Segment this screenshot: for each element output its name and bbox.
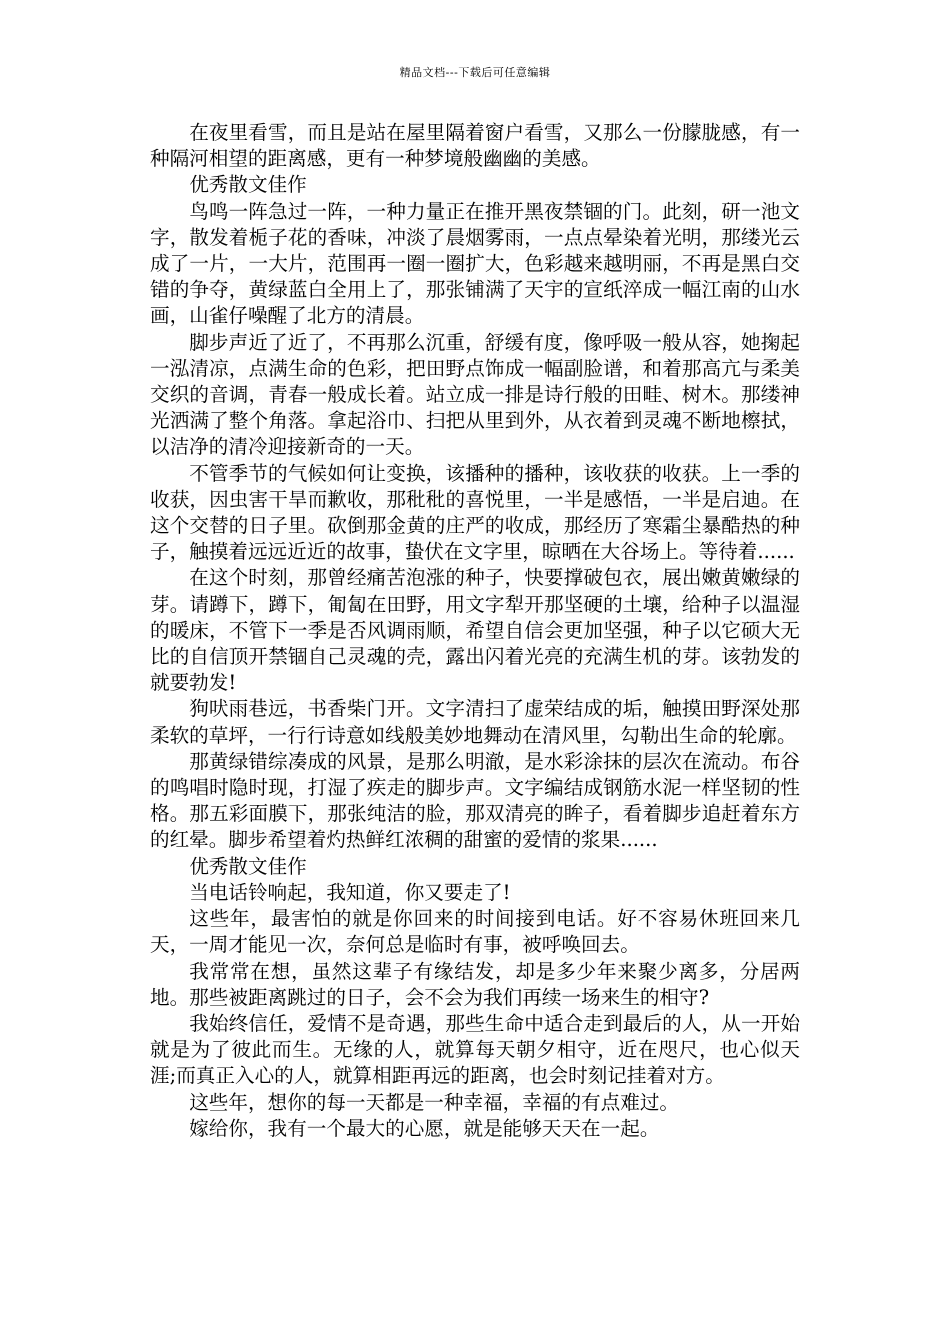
paragraph-alley: 狗吠雨巷远，书香柴门开。文字清扫了虚荣结成的垢，触摸田野深处那柔软的草坪，一行行诗意如线般美妙地舞动在清风里，勾勒出生命的轮廓。	[150, 697, 800, 747]
paragraph-wish: 嫁给你，我有一个最大的心愿，就是能够天天在一起。	[189, 1116, 660, 1140]
paragraph-footsteps: 脚步声近了近了，不再那么沉重，舒缓有度，像呼吸一般从容，她掬起一泓清凉，点满生命的色彩，把田野点饰成一幅副脸谱，和着那高亢与柔美交织的音调，青春一般成长着。站立成一排是诗行般的田畦、树木。那缕神光洒满了整个角落。拿起浴巾、扫把从里到外，从衣着到灵魂不断地檫拭，以洁净的清冷迎接新奇的一天。	[150, 330, 800, 459]
paragraph-missing-you: 这些年，想你的每一天都是一种幸福，幸福的有点难过。	[189, 1090, 680, 1114]
section-heading: 优秀散文佳作	[189, 173, 307, 197]
paragraph-phone-ring: 当电话铃响起，我知道，你又要走了!	[189, 880, 511, 904]
paragraph-often-think: 我常常在想，虽然这辈子有缘结发，却是多少年来聚少离多，分居两地。那些被距离跳过的日子，会不会为我们再续一场来生的相守?	[150, 959, 800, 1009]
paragraph-belief: 我始终信任，爱情不是奇遇，那些生命中适合走到最后的人，从一开始就是为了彼此而生。无缘的人，就算每天朝夕相守，近在咫尺，也心似天涯;而真正入心的人，就算相距再远的距离，也会时刻记挂着对方。	[150, 1011, 800, 1088]
paragraph-seasons: 不管季节的气候如何让变换，该播种的播种，该收获的收获。上一季的收获，因虫害干旱而歉收，那秕秕的喜悦里，一半是感悟，一半是启迪。在这个交替的日子里。砍倒那金黄的庄严的收成，那经历了寒霜尘暴酷热的种子，触摸着远远近近的故事，蛰伏在文字里，晾晒在大谷场上。等待着......	[150, 461, 800, 564]
paragraph-scenery: 那黄绿错综凑成的风景，是那么明澈，是水彩涂抹的层次在流动。布谷的鸣唱时隐时现，打湿了疾走的脚步声。文字编结成钢筋水泥一样坚韧的性格。那五彩面膜下，那张纯洁的脸，那双清亮的眸子，看着脚步追赶着东方的红晕。脚步希望着灼热鲜红浓稠的甜蜜的爱情的浆果......	[150, 749, 800, 852]
article-body	[150, 120, 800, 1142]
page-header: 精品文档---下载后可任意编辑	[399, 66, 551, 79]
paragraph-birdsong: 鸟鸣一阵急过一阵，一种力量正在推开黑夜禁锢的门。此刻，研一池文字，散发着栀子花的香味，冲淡了晨烟雾雨，一点点晕染着光明，那缕光云成了一片，一大片，范围再一圈一圈扩大，色彩越来越明丽，不再是黑白交错的争夺，黄绿蓝白全用上了，那张铺满了天宇的宣纸淬成一幅江南的山水画，山雀仔噪醒了北方的清晨。	[150, 199, 800, 328]
paragraph-seeds: 在这个时刻，那曾经痛苦泡涨的种子，快要撑破包衣，展出嫩黄嫩绿的芽。请蹲下，蹲下，匍匐在田野，用文字犁开那坚硬的土壤，给种子以温湿的暖床，不管下一季是否风调雨顺，希望自信会更加坚强，种子以它硕大无比的自信顶开禁锢自己灵魂的壳，露出闪着光亮的充满生机的芽。该勃发的就要勃发!	[150, 566, 800, 695]
section-heading: 优秀散文佳作	[189, 854, 307, 878]
paragraph-these-years: 这些年，最害怕的就是你回来的时间接到电话。好不容易休班回来几天，一周才能见一次，奈何总是临时有事，被呼唤回去。	[150, 907, 800, 957]
paragraph-snow-night: 在夜里看雪，而且是站在屋里隔着窗户看雪，又那么一份朦胧感，有一种隔河相望的距离感，更有一种梦境般幽幽的美感。	[150, 121, 800, 171]
